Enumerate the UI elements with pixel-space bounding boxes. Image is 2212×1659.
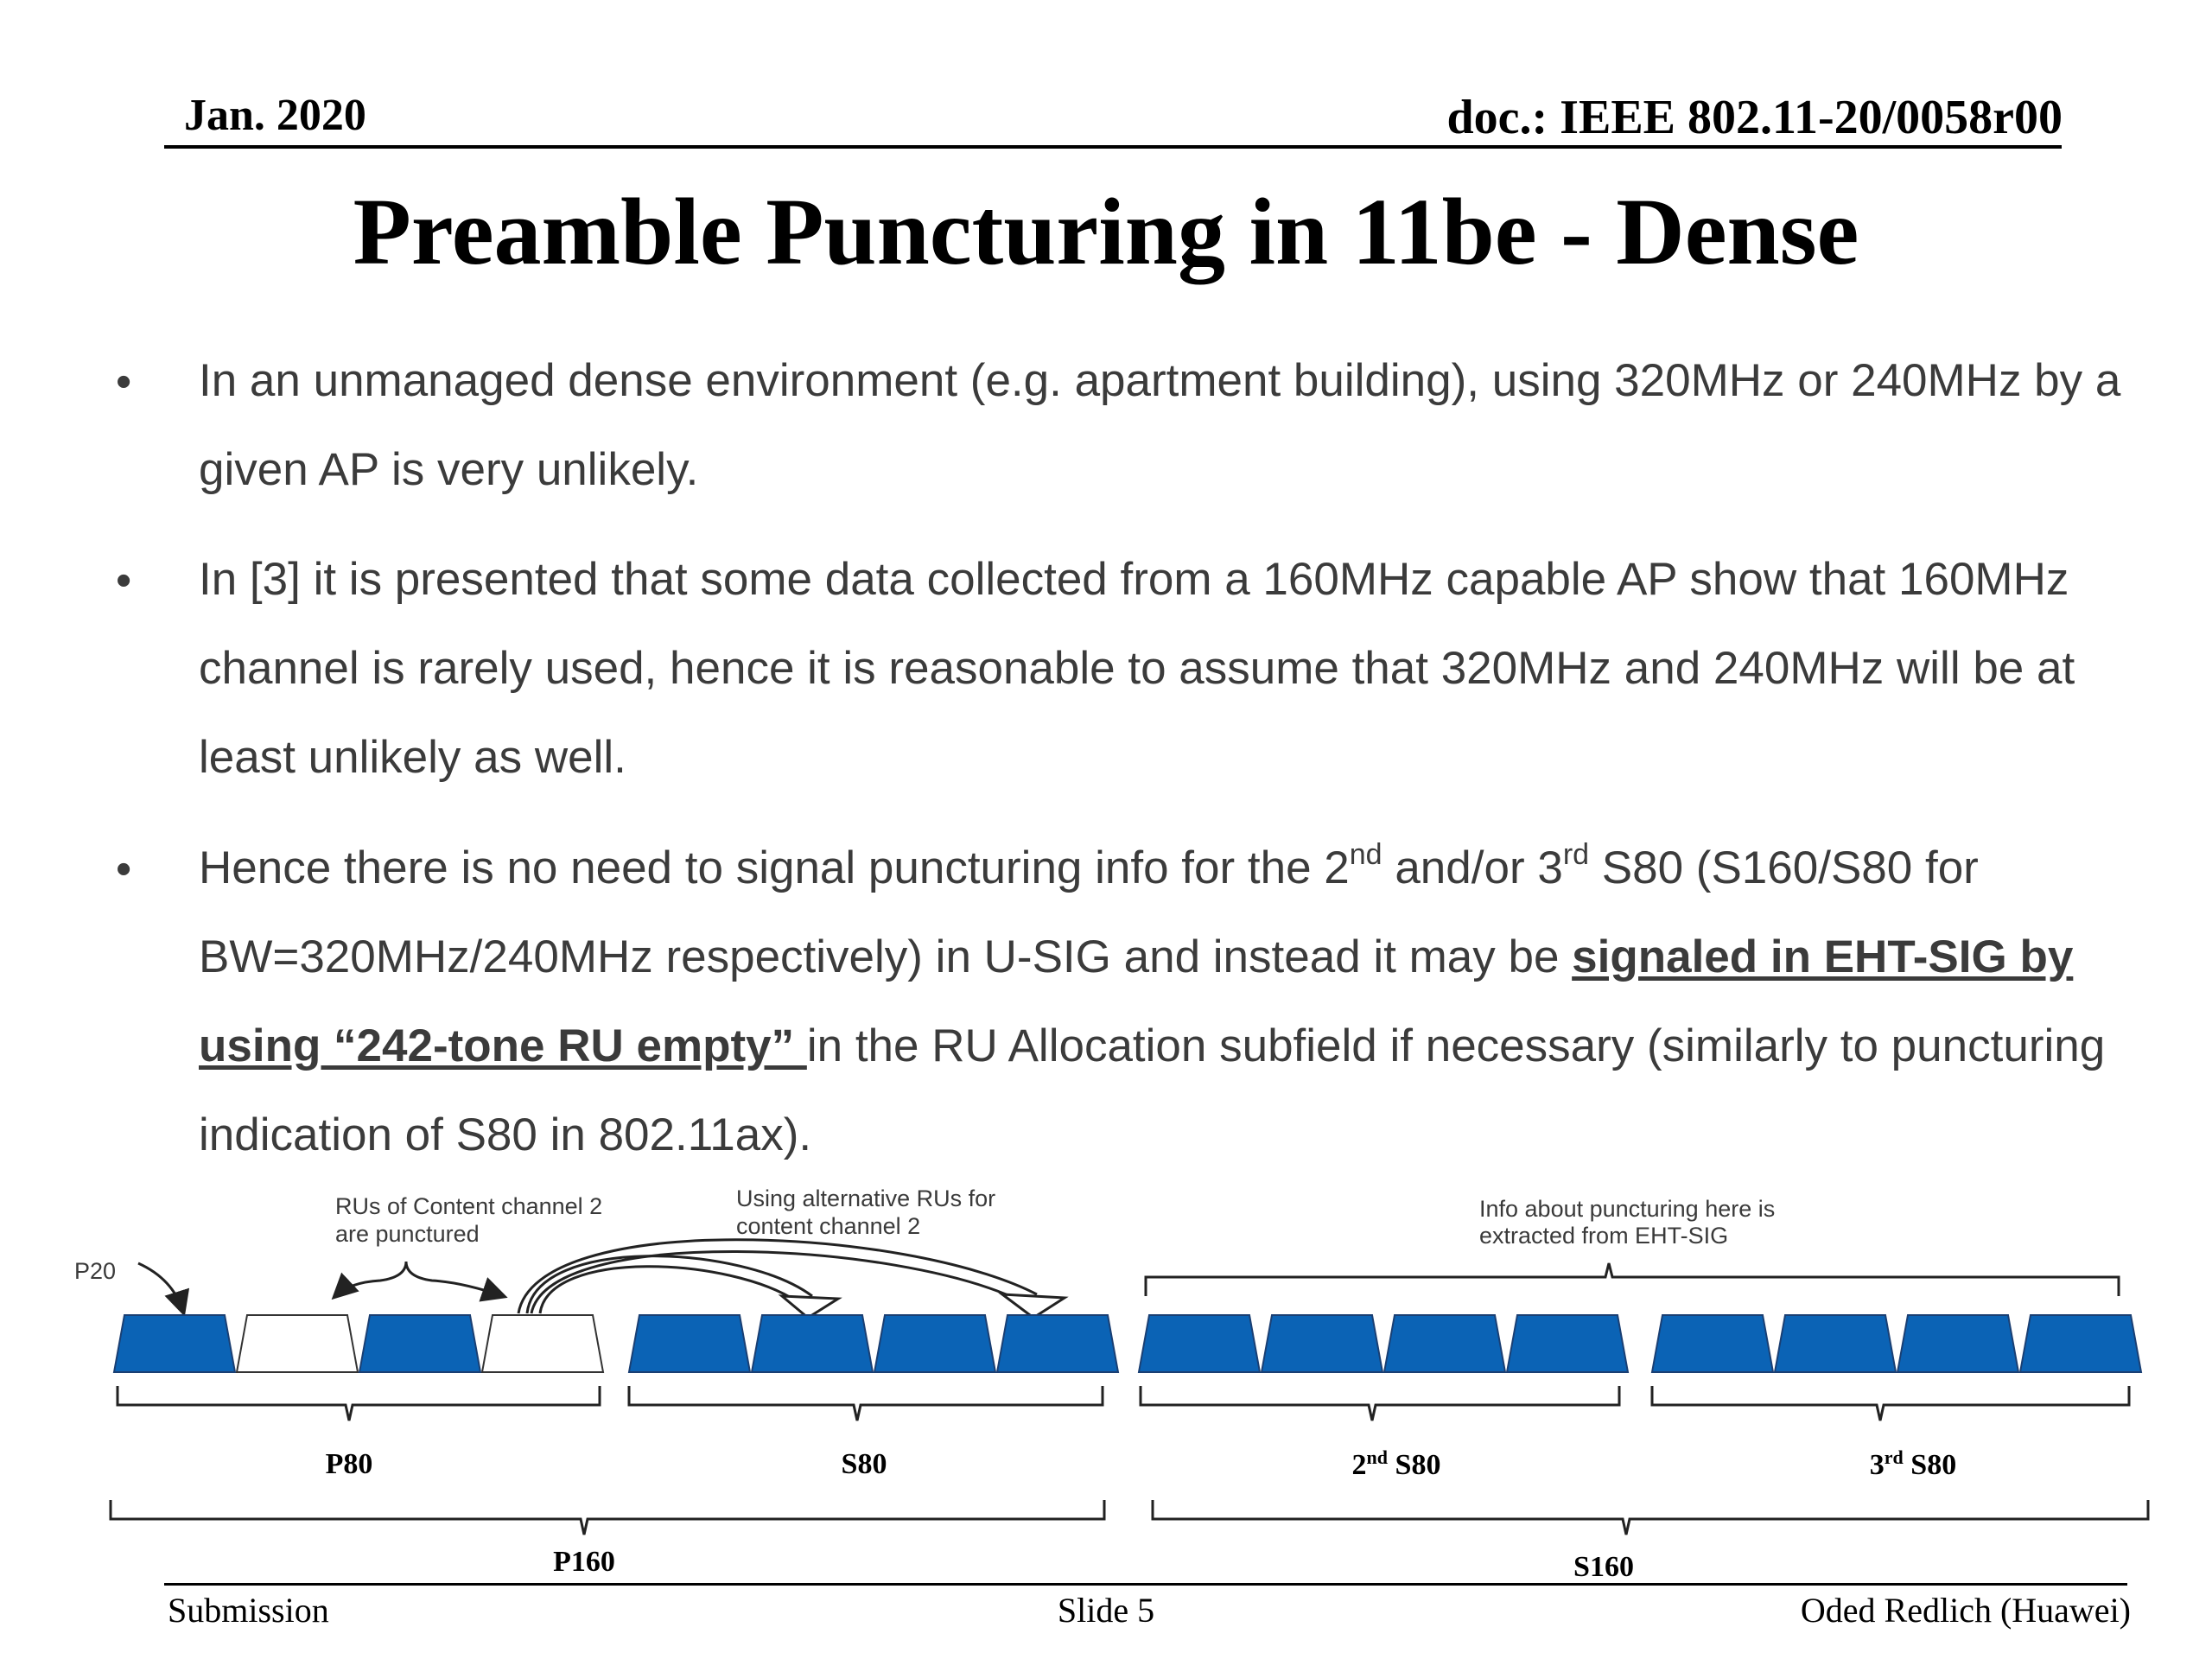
alternative-annotation-line2: content channel 2 <box>736 1213 921 1239</box>
p160-label: P160 <box>553 1546 615 1578</box>
punctured-brace-right <box>406 1262 503 1296</box>
channel-20mhz <box>1897 1315 2018 1372</box>
p20-arrow <box>138 1263 183 1312</box>
s160-top-brace <box>1146 1263 2119 1296</box>
alt-arrow-1-inner <box>540 1267 797 1313</box>
s80-label: S80 <box>841 1448 887 1480</box>
header-date: Jan. 2020 <box>184 91 366 140</box>
s80-brace <box>629 1386 1103 1421</box>
channel-20mhz <box>1384 1315 1505 1372</box>
channel-row <box>114 1315 2141 1372</box>
footer-author: Oded Redlich (Huawei) <box>1800 1591 2131 1630</box>
s160-label: S160 <box>1573 1551 1634 1581</box>
punctured-annotation-line1: RUs of Content channel 2 <box>335 1193 603 1219</box>
p80-brace <box>118 1386 600 1421</box>
s80-2nd-brace <box>1141 1386 1619 1421</box>
s80-3rd-label: 3rd S80 <box>1869 1446 1957 1481</box>
s160-brace <box>1153 1500 2148 1535</box>
channel-20mhz <box>1775 1315 1896 1372</box>
bullet-3-part4: in the RU Allocation subfield if necessary (similarly to puncturing indication of S80 in 802.11ax). <box>199 1020 2106 1160</box>
bullet-3-part3: S80 (S160/S80 for BW=320MHz/240MHz respectively) in U-SIG and instead it may be <box>199 842 1979 982</box>
channel-20mhz <box>1652 1315 1773 1372</box>
footer-divider <box>164 1583 2127 1586</box>
alternative-annotation-line1: Using alternative RUs for <box>736 1185 996 1211</box>
bullet-3-part2: and/or 3 <box>1382 842 1563 893</box>
puncturing-diagram <box>0 1166 2212 1581</box>
bullet-marker: • <box>116 844 132 894</box>
bullet-text-2: In [3] it is presented that some data collected from a 160MHz capable AP show that 160MHz channel is rarely used, hence it is reasonable to assume that 320MHz and 240MHz will be at least unlikely as well. <box>199 554 2075 783</box>
p20-label: P20 <box>74 1258 117 1284</box>
bullet-marker: • <box>116 556 132 606</box>
channel-20mhz <box>1139 1315 1260 1372</box>
info-annotation-line2: extracted from EHT-SIG <box>1479 1223 1729 1249</box>
s80-3rd-brace <box>1652 1386 2129 1421</box>
channel-20mhz <box>752 1315 873 1372</box>
channel-20mhz-punctured <box>482 1315 603 1372</box>
p160-brace <box>111 1500 1104 1535</box>
channel-20mhz <box>629 1315 750 1372</box>
channel-20mhz <box>874 1315 995 1372</box>
p80-label: P80 <box>325 1448 373 1480</box>
bullet-3-sup2: rd <box>1562 838 1590 871</box>
punctured-annotation-line2: are punctured <box>335 1221 480 1247</box>
channel-20mhz <box>2020 1315 2141 1372</box>
bullet-text-3 <box>199 823 2126 1179</box>
channel-20mhz <box>359 1315 480 1372</box>
bullet-marker: • <box>116 357 132 407</box>
footer-submission: Submission <box>168 1591 329 1630</box>
bullet-3-part1: Hence there is no need to signal puncturing info for the 2 <box>199 842 1350 893</box>
bullet-text-1: In an unmanaged dense environment (e.g. apartment building), using 320MHz or 240MHz by a given AP is very unlikely. <box>199 355 2121 495</box>
info-annotation-line1: Info about puncturing here is <box>1479 1196 1776 1222</box>
channel-20mhz <box>997 1315 1118 1372</box>
alt-arrow-2-head <box>1002 1294 1065 1318</box>
bullet-3-sup1: nd <box>1349 838 1382 871</box>
channel-20mhz <box>114 1315 235 1372</box>
channel-20mhz-punctured <box>237 1315 358 1372</box>
channel-20mhz <box>1507 1315 1628 1372</box>
header-divider <box>164 145 2062 149</box>
punctured-brace-left <box>335 1262 406 1296</box>
s80-2nd-label: 2nd S80 <box>1351 1446 1441 1481</box>
footer-slide-number: Slide 5 <box>1057 1591 1155 1630</box>
channel-20mhz <box>1262 1315 1382 1372</box>
bullet-3-underlined: signaled in EHT-SIG by using “242-tone RU empty” <box>199 931 2074 1071</box>
slide-title: Preamble Puncturing in 11be - Dense <box>353 179 1859 284</box>
header-doc-id: doc.: IEEE 802.11-20/0058r00 <box>1446 91 2063 144</box>
